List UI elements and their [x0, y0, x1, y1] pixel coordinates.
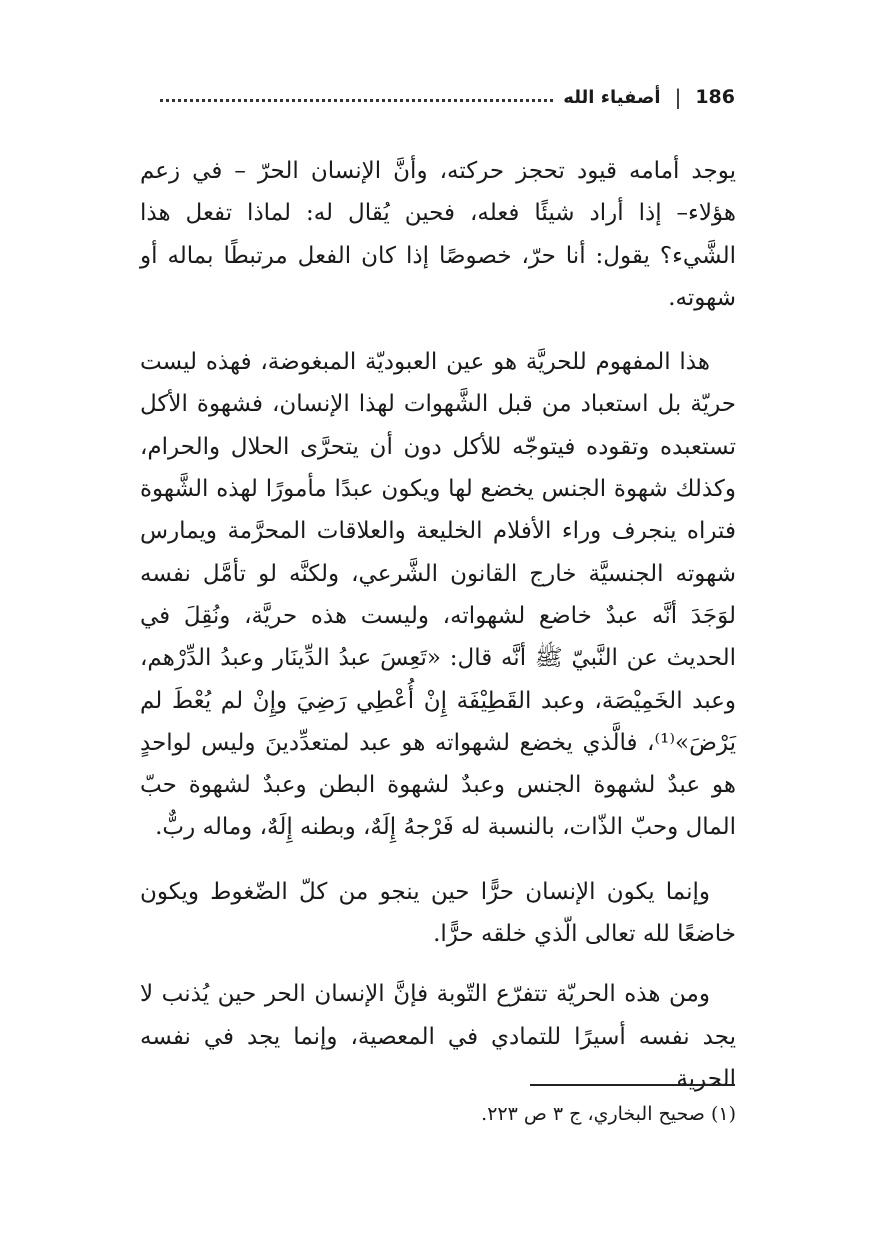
paragraph-4: ومن هذه الحريّة تتفرّع التّوبة فإنَّ الإنسان الحر حين يُذنب لا يجد نفسه أسيرًا للتمادي في المعصية، وإنما يجد في نفسه الحرية — [140, 981, 736, 1092]
footnote-rule — [530, 1084, 735, 1086]
book-title: أصفياء الله — [563, 86, 661, 108]
running-header — [150, 80, 735, 114]
paragraph-1: يوجد أمامه قيود تحجز حركته، وأنَّ الإنسان الحرّ – في زعم هؤلاء– إذا أراد شيئًا فعله، فحين يُقال له: لماذا تفعل هذا الشَّيء؟ يقول: أنا حرّ، خصوصًا إذا كان الفعل مرتبطًا بماله أو شهوته. — [140, 158, 736, 311]
page-number: 186 — [695, 86, 735, 108]
paragraph-2: هذا المفهوم للحريَّة هو عين العبوديّة المبغوضة، فهذه ليست حريّة بل استعباد من قبل الشَّهوات لهذا الإنسان، فشهوة الأكل تستعبده وتقوده فيتوجّه للأكل دون أن يتحرَّى الحلال والحرام، وكذلك شهوة الجنس يخضع لها ويكون عبدًا مأمورًا لهذه الشَّهوة فتراه ينجرف وراء الأفلام الخليعة والعلاقات المحرَّمة ويمارس شهوته الجنسيَّة خارج القانون الشَّرعي، ولكنَّه لو تأمَّل نفسه لوَجَدَ أنَّه عبدٌ خاضع لشهواته، وليست هذه حريَّة، ونُقِلَ في الحديث عن النَّبيّ ﷺ أنَّه قال: «تَعِسَ عبدُ الدِّينَار وعبدُ الدِّرْهم، وعبد الخَمِيْصَة، وعبد القَطِيْفَة إِنْ أُعْطِي رَضِيَ وإِنْ لم يُعْطَ لم يَرْضَ»⁽¹⁾، فالَّذي يخضع لشهواته هو عبد لمتعدِّدينَ وليس لواحدٍ هو عبدٌ لشهوة الجنس وعبدٌ لشهوة البطن وعبدٌ لشهوة حبّ المال وحبّ الذّات، بالنسبة له فَرْجهُ إِلَهٌ، وبطنه إِلَهٌ، وماله ربٌّ. — [140, 349, 736, 841]
dotted-leader — [160, 99, 553, 102]
body-text — [140, 150, 736, 1122]
footnote: (١) صحيح البخاري، ج ٣ ص ٢٢٣. — [481, 1103, 736, 1125]
paragraph-3: وإنما يكون الإنسان حرًّا حين ينجو من كلّ الضّغوط ويكون خاضعًا لله تعالى الّذي خلقه حرًّا. — [140, 878, 736, 948]
header-separator: | — [674, 85, 682, 109]
